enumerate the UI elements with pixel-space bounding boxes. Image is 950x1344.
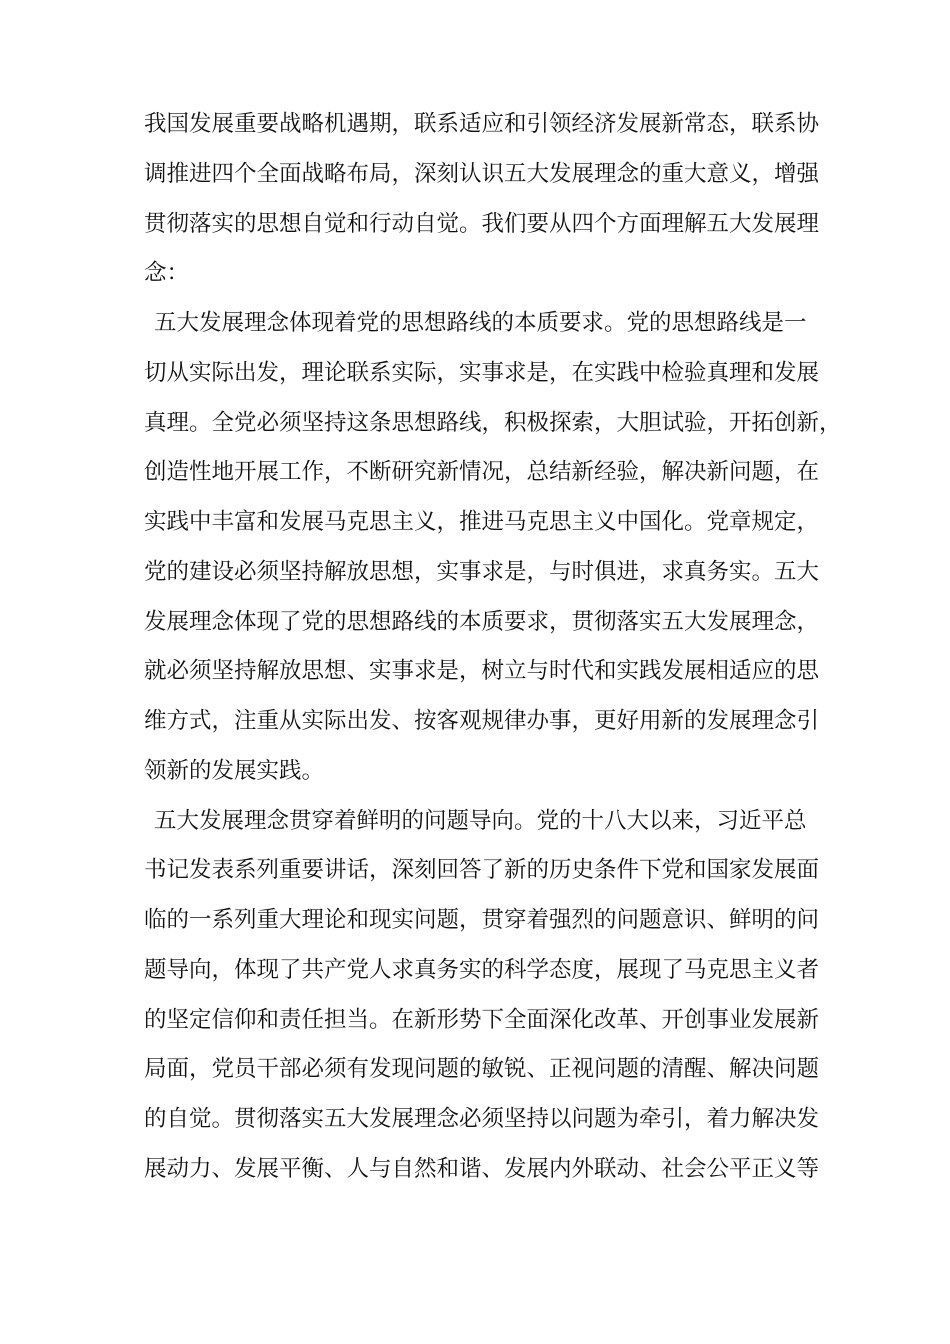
text-line: 的坚定信仰和责任担当。在新形势下全面深化改革、开创事业发展新 xyxy=(144,1006,820,1033)
text-line: 五大发展理念贯穿着鲜明的问题导向。党的十八大以来，习近平总 xyxy=(154,807,807,834)
text-line: 真理。全党必须坚持这条思想路线，积极探索，大胆试验，开拓创新， xyxy=(144,409,842,436)
text-line: 实践中丰富和发展马克思主义，推进马克思主义中国化。党章规定， xyxy=(144,509,820,535)
text-line: 书记发表系列重要讲话，深刻回答了新的历史条件下党和国家发展面 xyxy=(144,857,820,884)
text-line: 创造性地开展工作，不断研究新情况，总结新经验，解决新问题，在 xyxy=(144,459,820,486)
text-line: 发展理念体现了党的思想路线的本质要求，贯彻落实五大发展理念， xyxy=(144,608,820,635)
text-line: 调推进四个全面战略布局，深刻认识五大发展理念的重大意义，增强 xyxy=(144,160,820,187)
text-line: 题导向，体现了共产党人求真务实的科学态度，展现了马克思主义者 xyxy=(144,956,820,983)
text-line: 贯彻落实的思想自觉和行动自觉。我们要从四个方面理解五大发展理 xyxy=(144,210,820,237)
text-line: 五大发展理念体现着党的思想路线的本质要求。党的思想路线是一 xyxy=(154,310,807,336)
text-line: 局面，党员干部必须有发现问题的敏锐、正视问题的清醒、解决问题 xyxy=(144,1056,820,1083)
document-body xyxy=(144,100,842,1195)
text-line: 的自觉。贯彻落实五大发展理念必须坚持以问题为牵引，着力解决发 xyxy=(144,1106,820,1132)
text-line: 党的建设必须坚持解放思想，实事求是，与时俱进，求真务实。五大 xyxy=(144,558,820,585)
text-line: 切从实际出发，理论联系实际，实事求是，在实践中检验真理和发展 xyxy=(144,359,820,386)
paragraph-3 xyxy=(144,797,824,1195)
text-line: 展动力、发展平衡、人与自然和谐、发展内外联动、社会公平正义等 xyxy=(144,1155,820,1182)
text-line: 维方式，注重从实际出发、按客观规律办事，更好用新的发展理念引 xyxy=(144,708,820,734)
paragraph-2 xyxy=(144,299,842,797)
text-line: 领新的发展实践。 xyxy=(144,757,325,784)
paragraph-1 xyxy=(144,100,824,299)
text-line: 我国发展重要战略机遇期，联系适应和引领经济发展新常态，联系协 xyxy=(144,111,820,137)
text-line: 就必须坚持解放思想、实事求是，树立与时代和实践发展相适应的思 xyxy=(144,658,820,685)
text-line: 临的一系列重大理论和现实问题，贯穿着强烈的问题意识、鲜明的问 xyxy=(144,907,820,933)
text-line: 念： xyxy=(144,260,190,287)
